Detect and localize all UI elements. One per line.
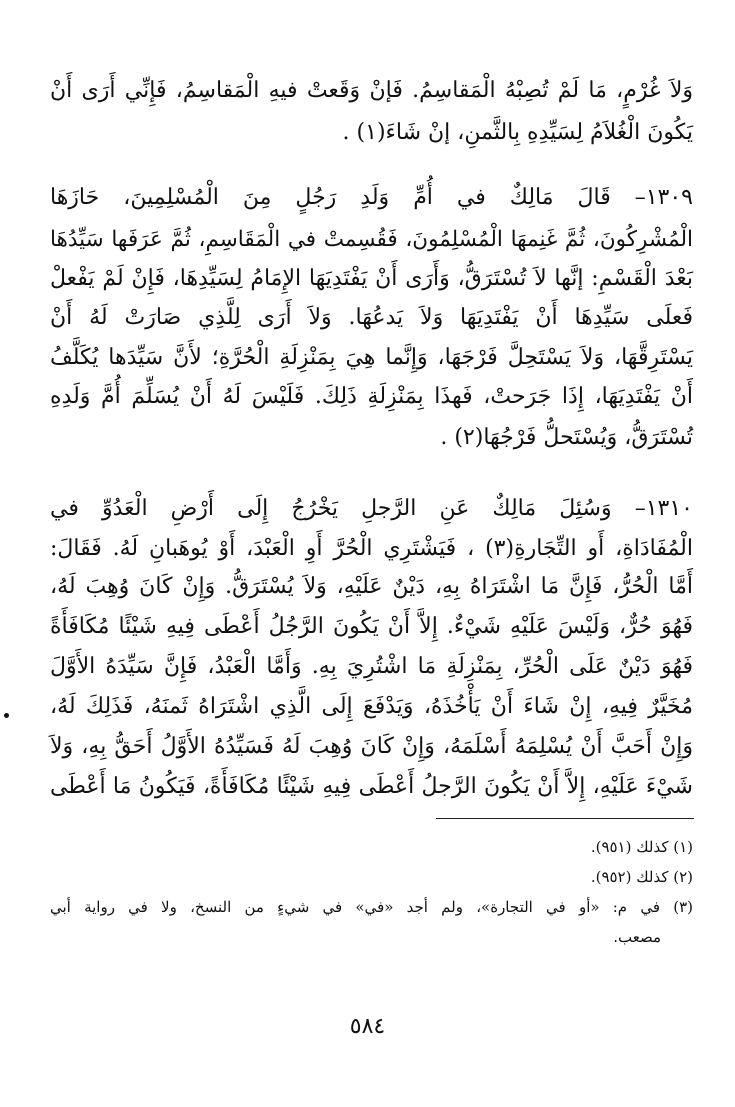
- footnote-3-continuation: مصعب.: [613, 928, 661, 946]
- footnote-2: (٢) كذلك (٩٥٢).: [590, 868, 693, 886]
- paragraph-1309-line-1: ١٣٠٩– قَالَ مَالِكٌ في أُمِّ وَلَدِ رَجُلٍ مِنَ الْمُسْلِمِينَ، حَازَهَا: [50, 185, 693, 210]
- paragraph-1310-line-4: فَهُوَ حُرٌّ، وَلَيْسَ عَلَيْهِ شَيْءٌ. إِلاَّ أَنْ يَكُونَ الرَّجُلُ أَعْطَى فِيهِ شَيْئًا مُكَافَأَةً: [50, 614, 693, 639]
- paragraph-1310-line-2: الْمُفَادَاةِ، أَو التِّجَارةِ(٣) ، فَيَشْتَرِي الْحُرَّ أَوِ الْعَبْدَ، أَوْ يُوهَبانِ لَهُ. فَقَالَ:: [50, 536, 693, 561]
- paragraph-1309-line-5: يَسْتَرِقَّهَا، وَلاَ يَسْتَحِلَّ فَرْجَهَا، وَإِنَّما هِيَ بِمَنْزِلَةِ الْحُرَّةِ؛ لأَنَّ سَيِّدَها يُكَلَّفُ: [50, 345, 693, 370]
- footnote-separator: [436, 818, 694, 819]
- paragraph-1309-line-7: تُسْتَرَقُّ، وَيُسْتَحلُّ فَرْجُهَا(٢) .: [440, 425, 693, 450]
- body-line-1: وَلاَ غُرْمٍ، مَا لَمْ تُصِبْهُ الْمَقاسِمُ. فَإنْ وَقَعتْ فيهِ الْمَقاسِمُ، فَإِنِّي أَرَى أَنْ: [50, 78, 693, 103]
- paragraph-1310-line-5: فَهُوَ دَيْنٌ عَلَى الْحُرِّ، بِمَنْزِلَةِ مَا اشْتُرِيَ بِهِ. وَأَمَّا الْعَبْدُ، فَإِنَّ سَيِّدَهُ الأَوَّلَ: [50, 654, 693, 679]
- page-number: ٥٨٤: [349, 1014, 386, 1039]
- paragraph-1310-line-7: وَإِنْ أَحَبَّ أَنْ يُسْلِمَهُ أَسْلَمَهُ، وَإِنْ كَانَ وُهِبَ لَهُ فَسَيِّدُهُ الأَوَّلُ أَحَقُّ بِهِ، وَلاَ: [50, 734, 693, 759]
- paragraph-1309-line-4: فَعلَى سَيِّدِهَا أَنْ يَفْتَدِيَهَا وَلاَ يَدعُهَا. وَلاَ أَرَى لِلَّذِي صَارَتْ لَهُ أَنْ: [50, 305, 693, 330]
- paragraph-1310-line-6: مُخَيَّرٌ فِيهِ، إِنْ شَاءَ أَنْ يَأْخُذَهُ، وَيَدْفَعَ إِلَى الَّذِي اشْتَرَاهُ ثَمنَهُ، فَذَلِكَ لَهُ،: [50, 694, 693, 719]
- paragraph-1310-line-1: ١٣١٠– وَسُئِلَ مَالِكٌ عَنِ الرَّجلِ يَخْرُجُ إِلَى أَرْضِ الْعَدُوِّ في: [50, 496, 693, 521]
- paragraph-1310-line-8: شَيْءَ عَلَيْهِ، إِلاَّ أَنْ يَكُونَ الرَّجلُ أَعْطَى فِيهِ شَيْئًا مُكَافَأَةً، فَيَكُونُ مَا أَعْطَى: [50, 774, 693, 799]
- footnote-3: (٣) في م: «أو في التجارة»، ولم أجد «في» في شيءٍ من النسخ، ولا في رواية أبي: [50, 898, 693, 916]
- paragraph-1309-line-2: الْمُشْرِكُونَ، ثُمَّ غَنِمهَا الْمُسْلِمُونَ، فَقُسِمتْ في الْمَقَاسِمِ، ثُمَّ عَرَفَها سَيِّدُهَا: [50, 227, 693, 252]
- body-line-2: يَكُونَ الْغُلاَمُ لِسَيِّدِهِ بِالثَّمنِ، إنْ شَاءَ(١) .: [342, 120, 693, 145]
- paragraph-1309-line-3: بَعْدَ الْقَسْمِ: إنَّها لاَ تُسْتَرَقُّ، وَأَرَى أَنْ يَفْتَدِيَهَا الإِمَامُ لِسَيِّدِهَا، فَإِنْ لَمْ يَفْعلْ: [50, 266, 693, 291]
- paragraph-1309-line-6: أَنْ يَفْتَدِيَهَا، إِذَا جَرَحتْ، فَهذَا بِمَنْزِلَةِ ذَلِكَ. فَلَيْسَ لَهُ أَنْ يُسَلِّمَ أُمَّ وَلَدِهِ: [50, 384, 693, 409]
- margin-dot: [4, 713, 9, 718]
- footnote-1: (١) كذلك (٩٥١).: [590, 838, 693, 856]
- paragraph-1310-line-3: أَمَّا الْحُرُّ، فَإِنَّ مَا اشْتَرَاهُ بِهِ، دَيْنٌ عَلَيْهِ، وَلاَ يُسْتَرَقُّ. وَإِنْ كَانَ وُهِبَ لَهُ،: [50, 574, 693, 599]
